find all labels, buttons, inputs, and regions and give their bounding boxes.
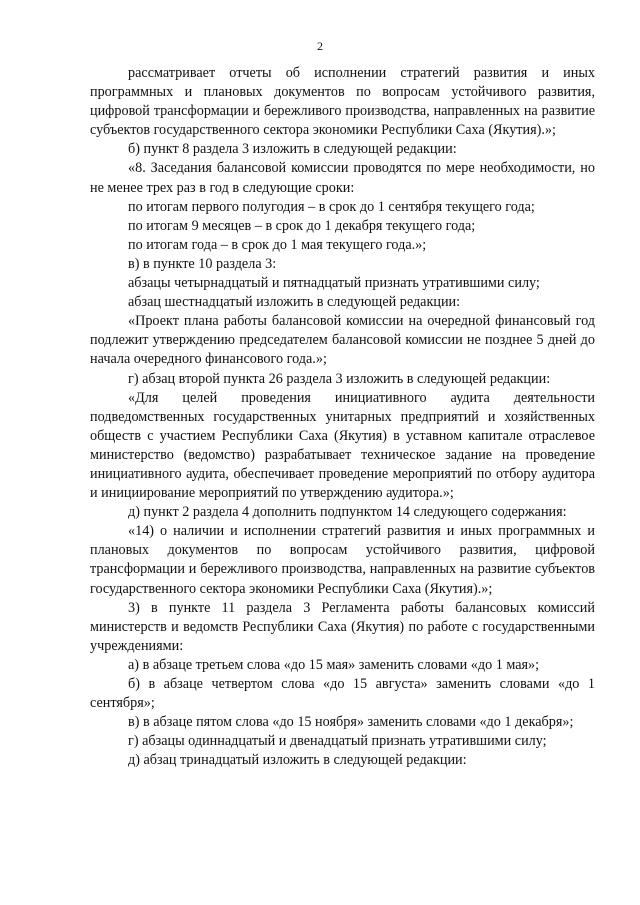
paragraph: г) абзац второй пункта 26 раздела 3 изложить в следующей редакции: (128, 370, 551, 387)
page-number: 2 (317, 39, 323, 53)
paragraph: д) пункт 2 раздела 4 дополнить подпунктом 14 следующего содержания: (128, 504, 567, 521)
paragraph: г) абзацы одиннадцатый и двенадцатый признать утратившими силу; (128, 733, 547, 750)
paragraph: «Проект плана работы балансовой комиссии на очередной финансовый год подлежит утверждению председателем балансовой комиссии не позднее 5 дней до начала очередного финансового года.»; (90, 313, 595, 368)
paragraph: рассматривает отчеты об исполнении стратегий развития и иных программных и плановых документов по вопросам устойчивого развития, цифровой трансформации и бережливого производства, направленных на развитие субъектов государственного сектора экономики Республики Саха (Якутия).»; (90, 65, 595, 139)
paragraph: 3) в пункте 11 раздела 3 Регламента работы балансовых комиссий министерств и ведомств Республики Саха (Якутия) по работе с государственными учреждениями: (90, 599, 595, 654)
paragraph: по итогам года – в срок до 1 мая текущего года.»; (128, 236, 427, 253)
document-body (90, 64, 595, 770)
paragraph: в) в абзаце пятом слова «до 15 ноября» заменить словами «до 1 декабря»; (128, 714, 574, 731)
paragraph: «14) о наличии и исполнении стратегий развития и иных программных и плановых документов по вопросам устойчивого развития, цифровой трансформации и бережливого производства, направленных на развитие субъектов государственного сектора экономики Республики Саха (Якутия).»; (90, 523, 595, 597)
paragraph: а) в абзаце третьем слова «до 15 мая» заменить словами «до 1 мая»; (128, 656, 540, 673)
paragraph: б) пункт 8 раздела 3 изложить в следующей редакции: (128, 141, 457, 158)
paragraph: по итогам 9 месяцев – в срок до 1 декабря текущего года; (128, 217, 476, 234)
paragraph: б) в абзаце четвертом слова «до 15 августа» заменить словами «до 1 сентября»; (90, 676, 595, 712)
paragraph: «Для целей проведения инициативного аудита деятельности подведомственных государственных унитарных предприятий и хозяйственных обществ с участием Республики Саха (Якутия) в уставном капитале отраслевое министерство (ведомство) разрабатывает техническое задание на проведение инициативного аудита, обеспечивает проведение мероприятий по отбору аудитора и инициирование мероприятий по утверждению аудитора.»; (90, 389, 595, 502)
paragraph: в) в пункте 10 раздела 3: (128, 255, 277, 272)
paragraph: по итогам первого полугодия – в срок до 1 сентября текущего года; (128, 198, 535, 215)
paragraph: д) абзац тринадцатый изложить в следующей редакции: (128, 752, 467, 769)
paragraph: абзац шестнадцатый изложить в следующей редакции: (128, 294, 461, 311)
paragraph: «8. Заседания балансовой комиссии проводятся по мере необходимости, но не менее трех раз в год в следующие сроки: (90, 160, 595, 196)
paragraph: абзацы четырнадцатый и пятнадцатый признать утратившими силу; (128, 275, 540, 292)
